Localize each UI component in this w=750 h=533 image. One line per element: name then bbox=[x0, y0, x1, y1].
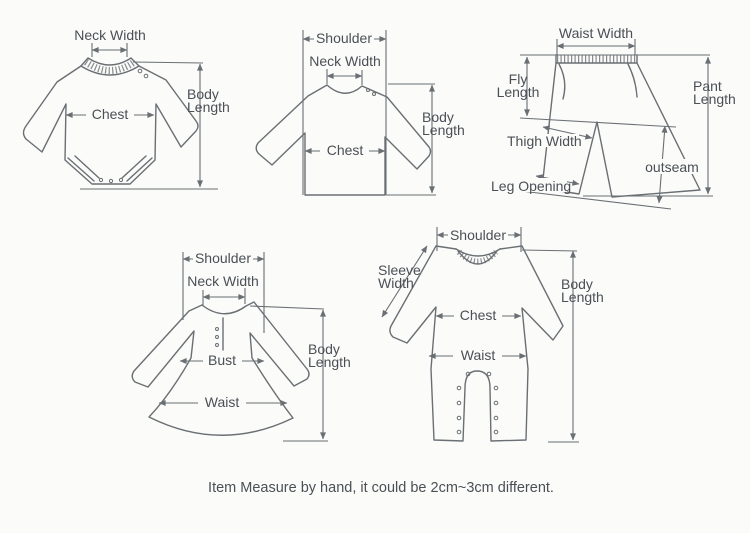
dress-neck-width-label: Neck Width bbox=[187, 273, 259, 289]
pants-thigh-width-label: Thigh Width bbox=[507, 133, 582, 149]
pants-fly-length-label: Fly Length bbox=[496, 71, 540, 100]
measure-caption: Item Measure by hand, it could be 2cm~3cm different. bbox=[208, 480, 554, 496]
pants-pant-length-label: Pant Length bbox=[693, 78, 736, 107]
bodysuit-chest-label: Chest bbox=[91, 106, 129, 122]
bodysuit-neck-width-label: Neck Width bbox=[74, 27, 146, 43]
dress-body-length-label: Body Length bbox=[308, 341, 351, 370]
dress-bust-label: Bust bbox=[207, 352, 237, 368]
shirt-shoulder-label: Shoulder bbox=[315, 30, 373, 46]
romper-shoulder-label: Shoulder bbox=[449, 227, 507, 243]
pants-waist-width-label: Waist Width bbox=[558, 25, 634, 41]
shirt-neck-width-label: Neck Width bbox=[309, 53, 381, 69]
dress-waist-label: Waist bbox=[204, 394, 240, 410]
romper-chest-label: Chest bbox=[459, 307, 497, 323]
romper-sleeve-width-label: Sleeve Width bbox=[378, 262, 421, 291]
shirt-chest-label: Chest bbox=[326, 142, 364, 158]
bodysuit-body-length-label: Body Length bbox=[187, 86, 230, 115]
pants-leg-opening-label: Leg Opening bbox=[491, 178, 572, 194]
romper-waist-label: Waist bbox=[460, 347, 496, 363]
pants-outseam-label: outseam bbox=[645, 159, 699, 175]
dress-shoulder-label: Shoulder bbox=[194, 250, 252, 266]
romper-body-length-label: Body Length bbox=[561, 276, 604, 305]
shirt-body-length-label: Body Length bbox=[422, 109, 465, 138]
